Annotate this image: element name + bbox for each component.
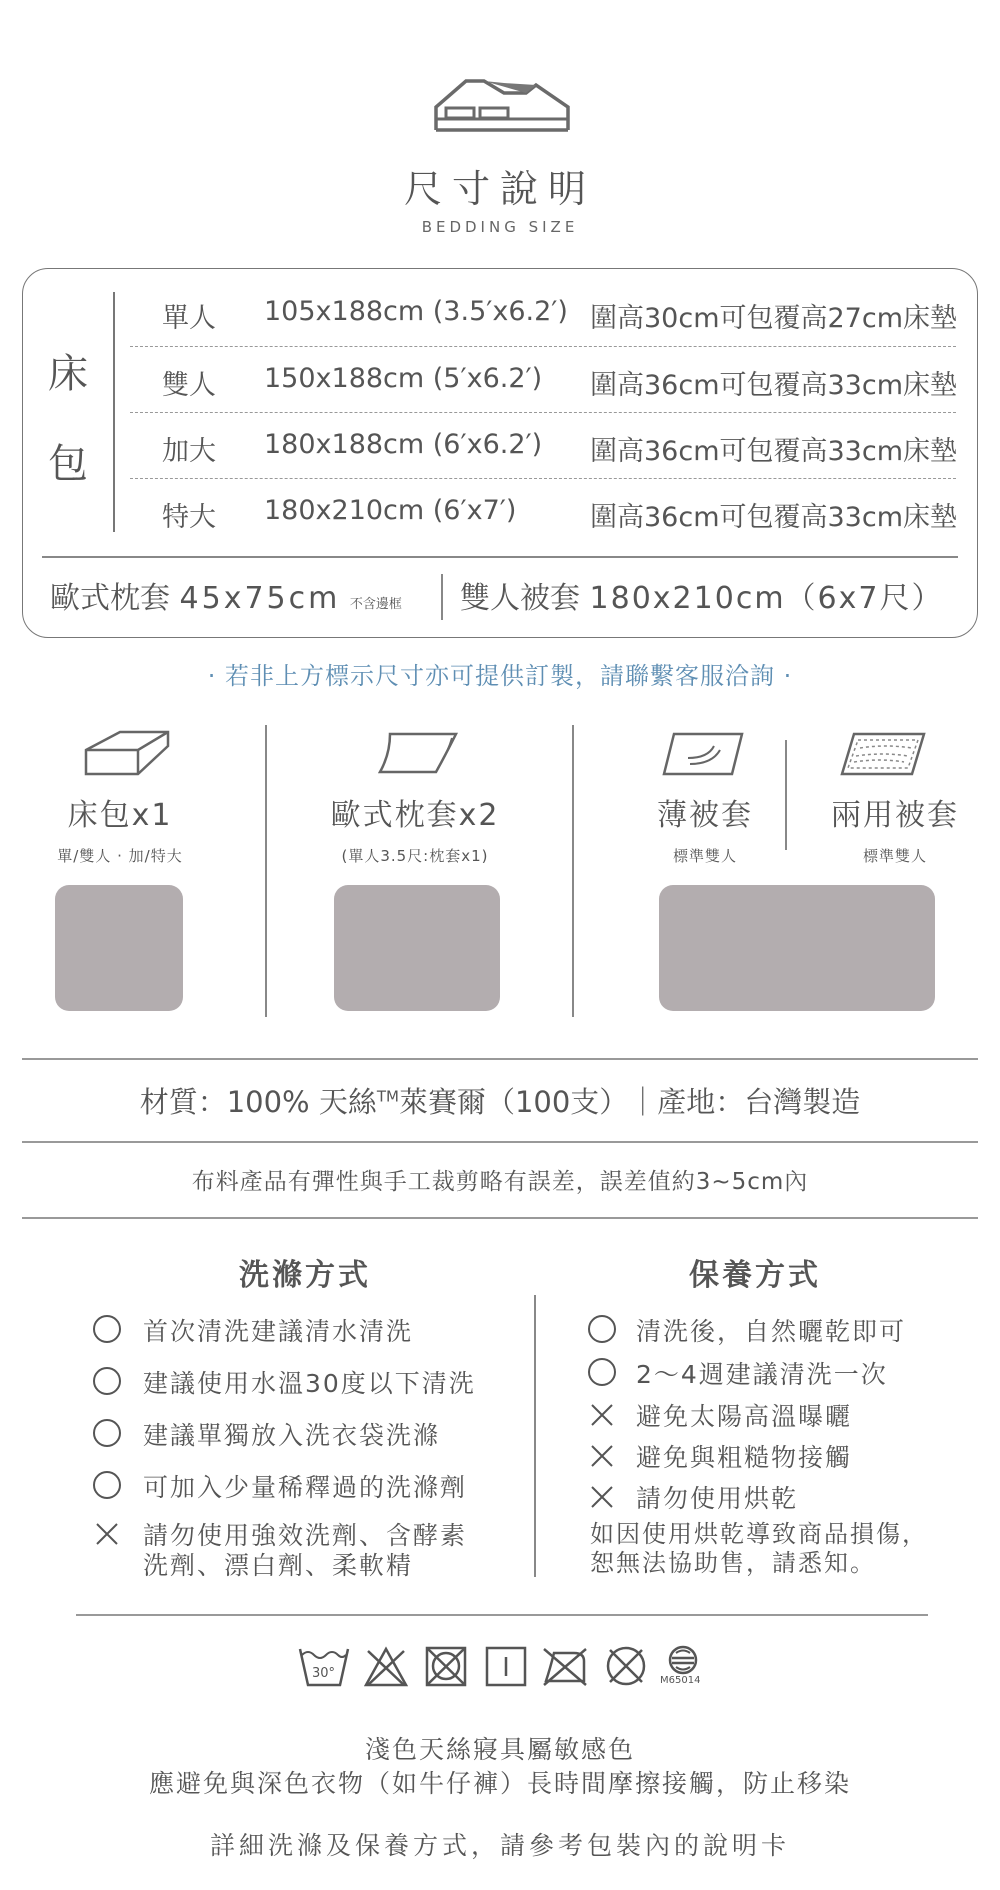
certificate-code: M65014 — [660, 1675, 701, 1686]
divider — [76, 1614, 928, 1616]
circle-icon — [93, 1419, 121, 1447]
size-row — [158, 345, 958, 411]
washing-item: 洗劑、漂白劑、柔軟精 — [143, 1551, 414, 1580]
divider — [22, 1217, 978, 1219]
circle-icon — [93, 1315, 121, 1343]
footer-note: 淺色天絲寢具屬敏感色 — [364, 1735, 635, 1764]
material-suffix: 萊賽爾（100支）｜產地：台灣製造 — [398, 1085, 861, 1119]
size-name: 單人 — [162, 303, 216, 334]
washing-item: 建議單獨放入洗衣袋洗滌 — [143, 1421, 441, 1450]
divider — [534, 1295, 536, 1577]
washing-item: 請勿使用強效洗劑、含酵素 — [143, 1521, 468, 1550]
divider — [22, 1141, 978, 1143]
color-swatch — [659, 885, 935, 1011]
care-note: 恕無法協助售，請悉知。 — [590, 1549, 876, 1577]
thin-quilt-icon — [662, 730, 746, 778]
category-label: 包 — [48, 441, 88, 487]
care-note: 如因使用烘乾導致商品損傷， — [590, 1520, 928, 1548]
washing-item: 建議使用水溫30度以下清洗 — [143, 1369, 476, 1398]
item-name: 薄被套 — [657, 798, 753, 833]
page-subtitle: BEDDING SIZE — [421, 218, 579, 236]
divider — [22, 1058, 978, 1060]
color-swatch — [55, 885, 183, 1011]
care-item: 避免與粗糙物接觸 — [636, 1443, 853, 1472]
item-note: 單/雙人 · 加/特大 — [57, 847, 183, 865]
divider — [265, 725, 267, 1017]
material-prefix: 材質：100% 天絲 — [139, 1085, 377, 1119]
cross-icon — [590, 1444, 614, 1468]
circle-icon — [93, 1471, 121, 1499]
item-note: 標準雙人 — [862, 847, 927, 865]
cross-icon — [95, 1522, 119, 1546]
material-info — [0, 1080, 1000, 1121]
bed-icon — [432, 75, 572, 135]
care-item: 請勿使用烘乾 — [636, 1484, 799, 1513]
size-note: 圍高36cm可包覆高33cm床墊 — [590, 436, 958, 467]
size-row — [158, 411, 958, 477]
custom-order-note: · 若非上方標示尺寸亦可提供訂製，請聯繫客服洽詢 · — [207, 662, 793, 690]
circle-icon — [93, 1367, 121, 1395]
care-item: 清洗後，自然曬乾即可 — [636, 1317, 907, 1346]
trademark: TM — [376, 1087, 399, 1106]
item-note: 標準雙人 — [672, 847, 737, 865]
category-label: 床 — [48, 351, 88, 397]
size-row — [158, 278, 958, 344]
quilt-size-value: 180x210cm（6x7尺） — [589, 581, 944, 616]
footer-note: 應避免與深色衣物（如牛仔褲）長時間摩擦接觸，防止移染 — [148, 1769, 851, 1798]
pillow-label: 歐式枕套 — [50, 581, 170, 616]
pillow-size-value: 45x75cm — [179, 581, 341, 616]
washing-item: 可加入少量稀釋過的洗滌劑 — [143, 1473, 468, 1502]
circle-icon — [588, 1358, 616, 1386]
size-value: 180x210cm (6′x7′) — [264, 495, 517, 526]
size-row — [158, 477, 958, 543]
dual-quilt-icon — [840, 730, 928, 778]
washing-title: 洗滌方式 — [239, 1258, 371, 1293]
size-value: 150x188cm (5′x6.2′) — [264, 363, 543, 394]
no-iron-icon — [540, 1645, 590, 1687]
circle-icon — [588, 1315, 616, 1343]
tolerance-note: 布料產品有彈性與手工裁剪略有誤差，誤差值約3~5cm內 — [191, 1169, 809, 1195]
size-table-divider — [113, 292, 115, 532]
pillowcase-icon — [378, 730, 462, 776]
no-bleach-icon — [364, 1645, 408, 1687]
quilt-size — [460, 573, 943, 617]
divider — [441, 574, 443, 620]
line-dry-icon — [484, 1645, 528, 1687]
item-name: 歐式枕套x2 — [330, 798, 500, 833]
quilt-label: 雙人被套 — [460, 581, 580, 616]
no-tumble-dry-icon — [424, 1645, 468, 1687]
page-title: 尺寸說明 — [403, 167, 596, 211]
size-value: 180x188cm (6′x6.2′) — [264, 429, 543, 460]
footer-note: 詳細洗滌及保養方式，請參考包裝內的說明卡 — [209, 1831, 790, 1860]
pillow-size — [50, 573, 402, 617]
cross-icon — [590, 1485, 614, 1509]
divider — [42, 556, 958, 558]
fitted-sheet-icon — [80, 728, 176, 778]
care-item: 2～4週建議清洗一次 — [636, 1360, 888, 1389]
care-item: 避免太陽高溫曝曬 — [636, 1402, 853, 1431]
size-name: 特大 — [162, 502, 216, 533]
wash-temp: 30° — [312, 1666, 336, 1681]
washing-item: 首次清洗建議清水清洗 — [143, 1317, 414, 1346]
divider — [785, 740, 787, 850]
item-name: 床包x1 — [67, 798, 173, 833]
size-note: 圍高36cm可包覆高33cm床墊 — [590, 502, 958, 533]
item-name: 兩用被套 — [831, 798, 959, 833]
care-title: 保養方式 — [689, 1258, 821, 1293]
item-note: (單人3.5尺:枕套x1) — [341, 847, 489, 865]
cross-icon — [590, 1403, 614, 1427]
certification-icon — [666, 1645, 700, 1677]
size-value: 105x188cm (3.5′x6.2′) — [264, 296, 568, 327]
size-name: 雙人 — [162, 370, 216, 401]
size-note: 圍高30cm可包覆高27cm床墊 — [590, 303, 958, 334]
size-name: 加大 — [162, 436, 216, 467]
no-dry-clean-icon — [604, 1645, 648, 1687]
pillow-note: 不含邊框 — [349, 597, 402, 612]
divider — [572, 725, 574, 1017]
size-note: 圍高36cm可包覆高33cm床墊 — [590, 370, 958, 401]
color-swatch — [334, 885, 500, 1011]
